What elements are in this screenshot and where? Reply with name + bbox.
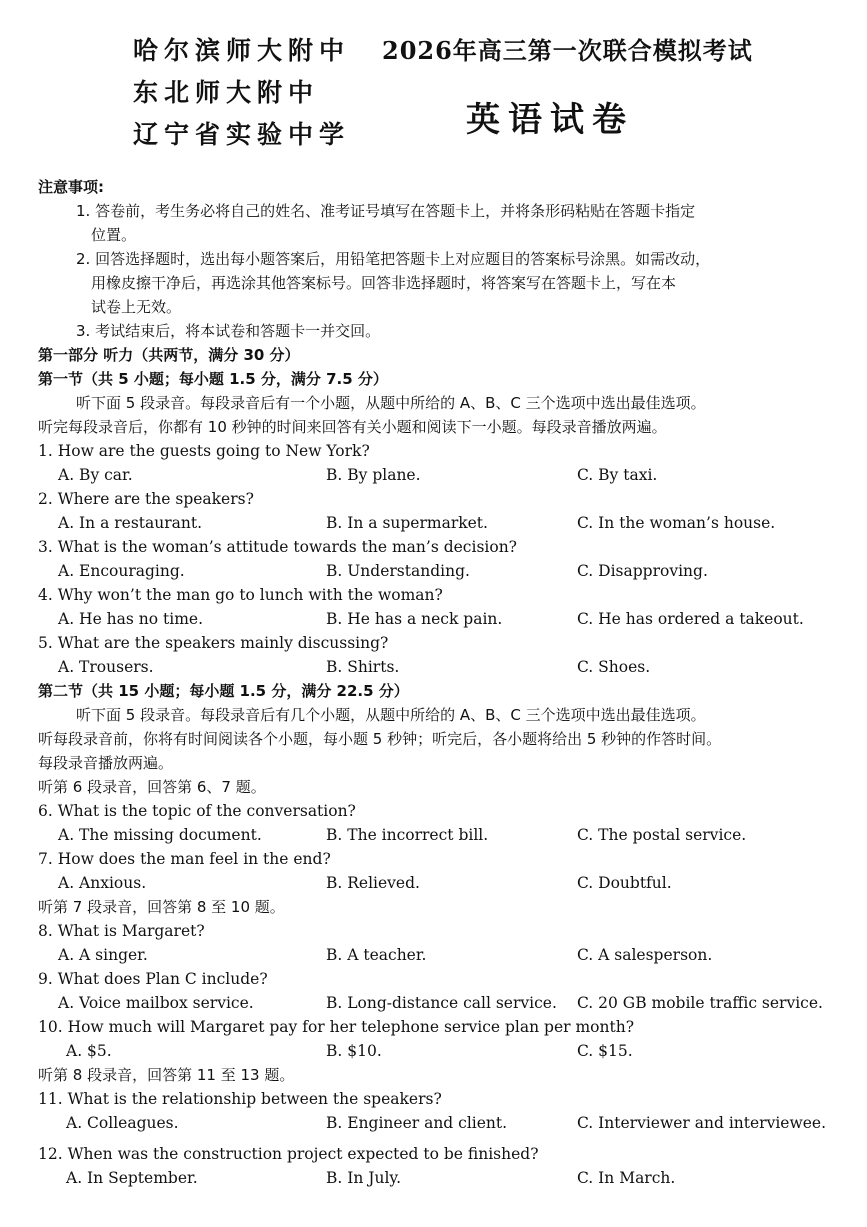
question-text: 6. What is the topic of the conversation? bbox=[38, 802, 356, 820]
subject-title: 英语试卷 bbox=[466, 100, 634, 140]
section-instructions: 听每段录音前，你将有时间阅读各个小题，每小题 5 秒钟；听完后，各小题将给出 5 秒钟的作答时间。 bbox=[38, 730, 722, 748]
option-b: B. By plane. bbox=[326, 466, 421, 484]
option-c: C. A salesperson. bbox=[577, 946, 713, 964]
notes-heading: 注意事项: bbox=[38, 178, 104, 196]
school-name: 东北师大附中 bbox=[133, 78, 320, 107]
section-instructions: 每段录音播放两遍。 bbox=[38, 754, 174, 772]
exam-title: 2026年高三第一次联合模拟考试 bbox=[382, 36, 753, 65]
option-b: B. He has a neck pain. bbox=[326, 610, 503, 628]
option-c: C. The postal service. bbox=[577, 826, 747, 844]
option-a: A. Anxious. bbox=[58, 874, 147, 892]
option-c: C. 20 GB mobile traffic service. bbox=[577, 994, 823, 1012]
answer-options bbox=[38, 463, 838, 487]
question-text: 5. What are the speakers mainly discussing? bbox=[38, 634, 389, 652]
question-text: 8. What is Margaret? bbox=[38, 922, 205, 940]
option-a: A. The missing document. bbox=[58, 826, 262, 844]
answer-options bbox=[38, 1111, 838, 1135]
option-c: C. Interviewer and interviewee. bbox=[577, 1114, 826, 1132]
answer-options bbox=[38, 943, 838, 967]
option-a: A. In September. bbox=[66, 1169, 198, 1187]
school-name: 辽宁省实验中学 bbox=[133, 120, 351, 149]
option-c: C. Doubtful. bbox=[577, 874, 672, 892]
option-c: C. In the woman’s house. bbox=[577, 514, 776, 532]
option-c: C. Disapproving. bbox=[577, 562, 708, 580]
option-b: B. Shirts. bbox=[326, 658, 400, 676]
question-text: 4. Why won’t the man go to lunch with the woman? bbox=[38, 586, 443, 604]
answer-options bbox=[38, 607, 838, 631]
notes-line: 用橡皮擦干净后，再选涂其他答案标号。回答非选择题时，将答案写在答题卡上，写在本 bbox=[91, 274, 677, 292]
option-b: B. Relieved. bbox=[326, 874, 420, 892]
option-c: C. In March. bbox=[577, 1169, 676, 1187]
option-b: B. $10. bbox=[326, 1042, 382, 1060]
section-instructions: 听下面 5 段录音。每段录音后有一个小题，从题中所给的 A、B、C 三个选项中选出最佳选项。 bbox=[76, 394, 706, 412]
question-text: 7. How does the man feel in the end? bbox=[38, 850, 331, 868]
answer-options bbox=[38, 511, 838, 535]
option-b: B. A teacher. bbox=[326, 946, 427, 964]
question-text: 12. When was the construction project expected to be finished? bbox=[38, 1145, 539, 1163]
notes-line: 位置。 bbox=[91, 226, 137, 244]
section-heading: 第一节（共 5 小题；每小题 1.5 分，满分 7.5 分） bbox=[38, 370, 388, 388]
option-a: A. Trousers. bbox=[58, 658, 154, 676]
option-b: B. Engineer and client. bbox=[326, 1114, 508, 1132]
question-text: 11. What is the relationship between the speakers? bbox=[38, 1090, 442, 1108]
option-a: A. He has no time. bbox=[58, 610, 203, 628]
question-text: 10. How much will Margaret pay for her telephone service plan per month? bbox=[38, 1018, 635, 1036]
option-b: B. In a supermarket. bbox=[326, 514, 488, 532]
question-text: 9. What does Plan C include? bbox=[38, 970, 268, 988]
answer-options bbox=[38, 823, 838, 847]
option-b: B. Long-distance call service. bbox=[326, 994, 557, 1012]
segment-note: 听第 8 段录音，回答第 11 至 13 题。 bbox=[38, 1066, 295, 1084]
answer-options bbox=[38, 559, 838, 583]
segment-note: 听第 6 段录音，回答第 6、7 题。 bbox=[38, 778, 266, 796]
answer-options bbox=[38, 1166, 838, 1190]
option-a: A. In a restaurant. bbox=[58, 514, 203, 532]
option-c: C. By taxi. bbox=[577, 466, 658, 484]
exam-body bbox=[38, 175, 838, 1190]
question-text: 3. What is the woman’s attitude towards the man’s decision? bbox=[38, 538, 517, 556]
question-text: 2. Where are the speakers? bbox=[38, 490, 254, 508]
option-c: C. $15. bbox=[577, 1042, 633, 1060]
option-b: B. Understanding. bbox=[326, 562, 470, 580]
section-instructions: 听完每段录音后，你都有 10 秒钟的时间来回答有关小题和阅读下一小题。每段录音播放两遍。 bbox=[38, 418, 667, 436]
spacer bbox=[38, 1135, 838, 1142]
answer-options bbox=[38, 1039, 838, 1063]
notes-line: 试卷上无效。 bbox=[91, 298, 182, 316]
option-a: A. A singer. bbox=[58, 946, 148, 964]
answer-options bbox=[38, 991, 838, 1015]
option-b: B. In July. bbox=[326, 1169, 402, 1187]
notes-line: 1. 答卷前，考生务必将自己的姓名、准考证号填写在答题卡上，并将条形码粘贴在答题卡指定 bbox=[76, 202, 696, 220]
section-instructions: 听下面 5 段录音。每段录音后有几个小题，从题中所给的 A、B、C 三个选项中选出最佳选项。 bbox=[76, 706, 706, 724]
option-a: A. Colleagues. bbox=[66, 1114, 179, 1132]
school-name: 哈尔滨师大附中 bbox=[133, 36, 351, 65]
option-c: C. He has ordered a takeout. bbox=[577, 610, 804, 628]
school-list bbox=[133, 30, 350, 156]
option-b: B. The incorrect bill. bbox=[326, 826, 489, 844]
option-a: A. Voice mailbox service. bbox=[58, 994, 254, 1012]
notes-line: 3. 考试结束后，将本试卷和答题卡一并交回。 bbox=[76, 322, 381, 340]
question-text: 1. How are the guests going to New York? bbox=[38, 442, 370, 460]
option-a: A. $5. bbox=[66, 1042, 112, 1060]
notes-line: 2. 回答选择题时，选出每小题答案后，用铅笔把答题卡上对应题目的答案标号涂黑。如需改动， bbox=[76, 250, 711, 268]
option-a: A. Encouraging. bbox=[58, 562, 185, 580]
part-heading: 第一部分 听力（共两节，满分 30 分） bbox=[38, 346, 300, 364]
segment-note: 听第 7 段录音，回答第 8 至 10 题。 bbox=[38, 898, 285, 916]
option-a: A. By car. bbox=[58, 466, 133, 484]
section-heading: 第二节（共 15 小题；每小题 1.5 分，满分 22.5 分） bbox=[38, 682, 409, 700]
option-c: C. Shoes. bbox=[577, 658, 651, 676]
answer-options bbox=[38, 871, 838, 895]
answer-options bbox=[38, 655, 838, 679]
